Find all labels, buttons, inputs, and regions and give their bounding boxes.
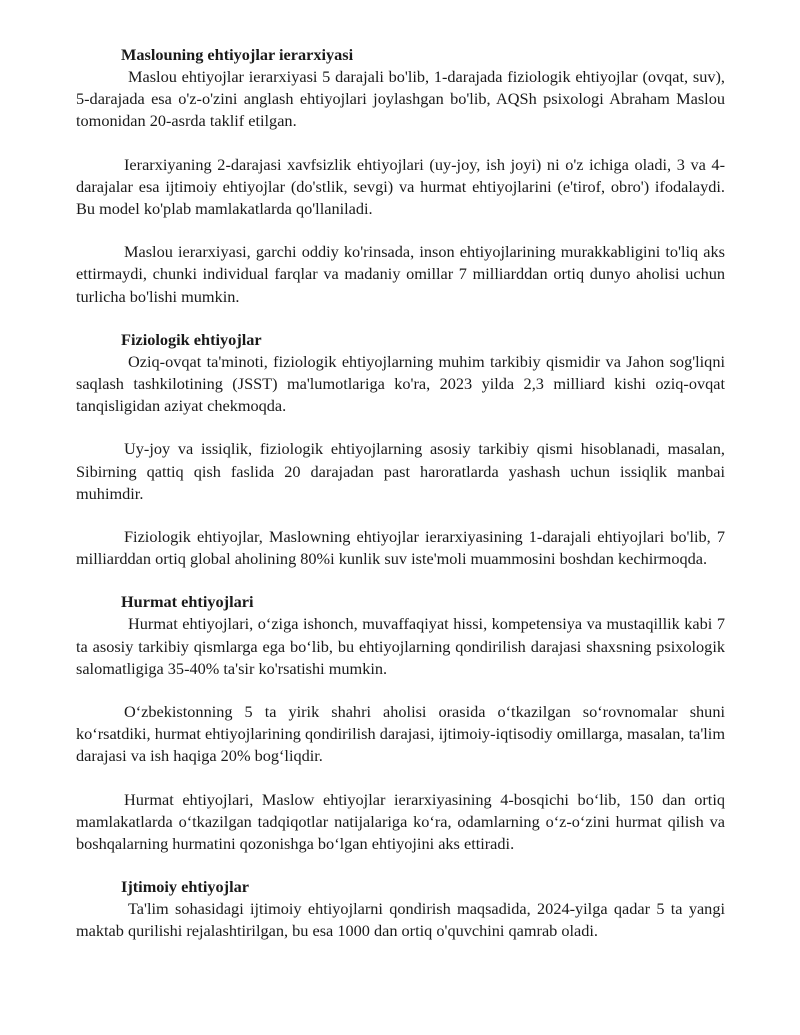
paragraph: Maslou ierarxiyasi, garchi oddiy ko'rinsada, inson ehtiyojlarining murakkabligini to'liq aks ettirmaydi, chunki individual farqlar va madaniy omillar 7 milliarddan ortiq dunyo aholisi uchun turlicha bo'lishi mumkin. <box>76 242 725 306</box>
section-social-needs <box>76 876 725 942</box>
document-page <box>76 44 725 964</box>
paragraph: Oziq-ovqat ta'minoti, fiziologik ehtiyojlarning muhim tarkibiy qismidir va Jahon sog'liqni saqlash tashkilotining (JSST) ma'lumotlariga ko'ra, 2023 yilda 2,3 milliard kishi oziq-ovqat tanqisligidan aziyat chekmoqda. <box>76 351 725 416</box>
paragraph: Ta'lim sohasidagi ijtimoiy ehtiyojlarni qondirish maqsadida, 2024-yilga qadar 5 ta yangi maktab qurilishi rejalashtirilgan, bu esa 1000 dan ortiq o'quvchini qamrab oladi. <box>76 899 725 941</box>
section-heading: Fiziologik ehtiyojlar <box>121 329 262 349</box>
paragraph: Maslou ehtiyojlar ierarxiyasi 5 darajali bo'lib, 1-darajada fiziologik ehtiyojlar (ovqat, suv), 5-darajada esa o'z-o'zini anglash ehtiyojlari joylashgan bo'lib, AQSh psixologi Abraham Maslou tomonidan 20-asrda taklif etilgan. <box>76 67 725 131</box>
section-physiological-needs <box>76 329 725 571</box>
section-heading: Hurmat ehtiyojlari <box>121 592 254 612</box>
paragraph: Ierarxiyaning 2-darajasi xavfsizlik ehtiyojlari (uy-joy, ish joyi) ni o'z ichiga oladi, 3 va 4-darajalar esa ijtimoiy ehtiyojlar (do'stlik, sevgi) va hurmat ehtiyojlarini (e'tirof, obro') ifodalaydi. Bu model ko'plab mamlakatlarda qo'llaniladi. <box>76 154 725 219</box>
section-esteem-needs <box>76 591 725 855</box>
paragraph: O‘zbekistonning 5 ta yirik shahri aholisi orasida o‘tkazilgan so‘rovnomalar shuni ko‘rsatdiki, hurmat ehtiyojlarining qondirilish darajasi, ijtimoiy-iqtisodiy omillarga, masalan, ta'lim darajasi va ish haqiga 20% bog‘liqdir. <box>76 702 725 766</box>
paragraph: Hurmat ehtiyojlari, Maslow ehtiyojlar ierarxiyasining 4-bosqichi bo‘lib, 150 dan ortiq mamlakatlarda o‘tkazilgan tadqiqotlar natijalariga ko‘ra, odamlarning o‘z-o‘zini hurmat qilish va boshqalarning hurmatini qozonishga bo‘lgan ehtiyojini aks ettiradi. <box>76 789 725 854</box>
section-heading: Maslouning ehtiyojlar ierarxiyasi <box>121 45 354 64</box>
section-heading: Ijtimoiy ehtiyojlar <box>121 877 249 897</box>
section-maslow-hierarchy <box>76 44 725 308</box>
paragraph: Hurmat ehtiyojlari, o‘ziga ishonch, muvaffaqiyat hissi, kompetensiya va mustaqillik kabi 7 ta asosiy tarkibiy qismlarga ega bo‘lib, bu ehtiyojlarning qondirilish darajasi shaxsning psixologik salomatligiga 35-40% ta'sir ko'rsatishi mumkin. <box>76 614 725 678</box>
paragraph: Fiziologik ehtiyojlar, Maslowning ehtiyojlar ierarxiyasining 1-darajali ehtiyojlari bo'lib, 7 milliarddan ortiq global aholining 80%i kunlik suv iste'moli muammosini boshdan kechirmoqda. <box>76 527 725 569</box>
paragraph: Uy-joy va issiqlik, fiziologik ehtiyojlarning asosiy tarkibiy qismi hisoblanadi, masalan, Sibirning qattiq qish faslida 20 darajadan past haroratlarda yashash uchun issiqlik manbai muhimdir. <box>76 439 725 503</box>
